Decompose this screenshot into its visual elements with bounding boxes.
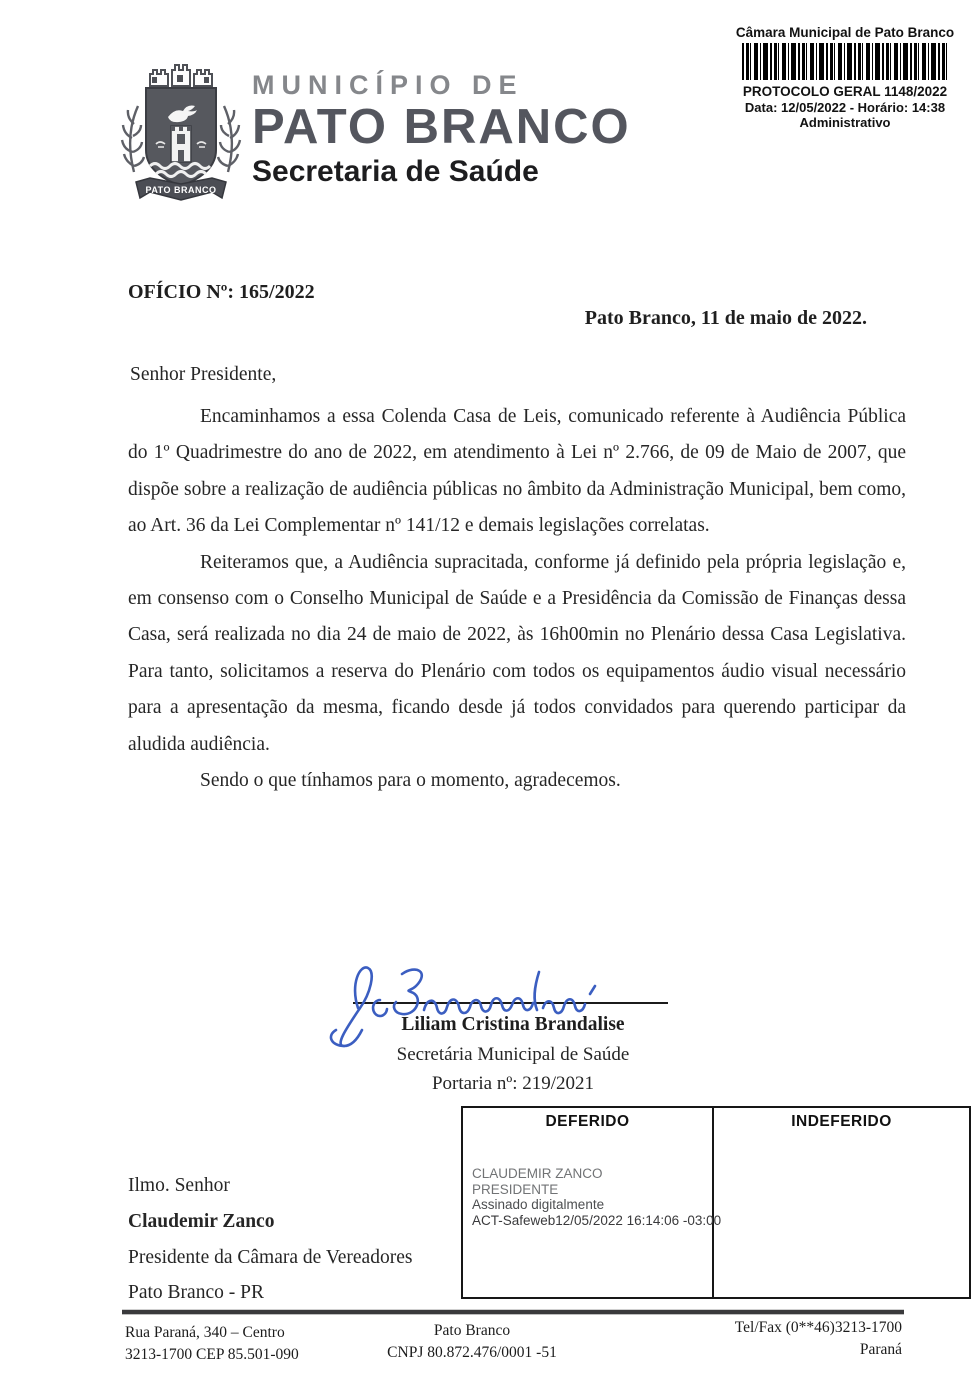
stamp-certificate-datetime: ACT-Safeweb12/05/2022 16:14:06 -03:00 <box>472 1212 722 1228</box>
indeferido-cell <box>714 1108 969 1297</box>
recipient-title: Presidente da Câmara de Vereadores <box>128 1246 413 1268</box>
decision-table <box>461 1106 971 1299</box>
deferido-header: DEFERIDO <box>545 1113 630 1130</box>
digital-signature-stamp <box>472 1166 721 1228</box>
paragraph-1: Encaminhamos a essa Colenda Casa de Leis, comunicado referente à Audiência Pública do 1º Quadrimestre do ano de 2022, em atendimento à Lei nº 2.766, de 09 de Maio de 2007, que dispõe sobre a realização de audiência públicas no âmbito da Administração Municipal, bem como, ao Art. 36 da Lei Complementar nº 141/12 e demais legislações correlatas. <box>128 406 906 537</box>
pato-branco-coat-of-arms-icon <box>120 54 242 206</box>
footer-contact <box>640 1317 902 1361</box>
protocol-category: Administrativo <box>799 115 891 130</box>
recipient-honorific: Ilmo. Senhor <box>128 1175 230 1196</box>
secretaria-saude-label: Secretaria de Saúde <box>252 155 539 188</box>
dateline: Pato Branco, 11 de maio de 2022. <box>584 307 867 329</box>
recipient-city: Pato Branco - PR <box>128 1282 264 1304</box>
footer-state: Paraná <box>859 1341 902 1358</box>
recipient-block <box>128 1168 412 1311</box>
footer-cnpj: CNPJ 80.872.476/0001 -51 <box>387 1344 557 1361</box>
letterhead <box>252 70 631 189</box>
signer-role: Secretária Municipal de Saúde <box>396 1044 630 1065</box>
footer-city: Pato Branco <box>433 1322 511 1339</box>
barcode-icon <box>742 43 948 80</box>
footer-divider <box>122 1310 904 1314</box>
signer-ordinance: Portaria nº: 219/2021 <box>431 1073 595 1094</box>
protocol-date-time: Data: 12/05/2022 - Horário: 14:38 <box>744 100 946 115</box>
pato-branco-wordmark: PATO BRANCO <box>252 100 631 154</box>
municipio-de-label: MUNICÍPIO DE <box>252 70 524 100</box>
deferido-cell <box>463 1108 722 1297</box>
oficio-number: OFÍCIO Nº: 165/2022 <box>128 281 315 303</box>
paragraph-2: Reiteramos que, a Audiência supracitada, conforme já definido pela própria legislação e, em consenso com o Conselho Municipal de Saúde e a Presidência da Comissão de Finanças dessa Casa, será realizada no dia 24 de maio de 2022, às 16h00min no Plenário dessa Casa Legislativa. Para tanto, solicitamos a reserva do Plenário com todos os equipamentos áudio visual necessário para a apresentação da mesma, ficando desde já todos convidados para querendo participar da aludida audiência. <box>128 551 906 755</box>
footer-city-cnpj <box>322 1320 622 1364</box>
footer-telfax: Tel/Fax (0**46)3213-1700 <box>734 1319 902 1336</box>
recipient-name: Claudemir Zanco <box>128 1210 275 1232</box>
protocol-number: PROTOCOLO GERAL 1148/2022 <box>742 84 948 99</box>
indeferido-header: INDEFERIDO <box>791 1113 892 1130</box>
stamp-role: PRESIDENTE <box>472 1181 559 1197</box>
footer-street: Rua Paraná, 340 – Centro <box>125 1324 285 1341</box>
paragraph-3: Sendo o que tínhamos para o momento, agradecemos. <box>200 770 621 792</box>
crest-banner-label: PATO BRANCO <box>145 185 217 195</box>
salutation: Senhor Presidente, <box>130 364 277 385</box>
protocol-org-title: Câmara Municipal de Pato Branco <box>735 25 955 40</box>
stamp-signed-label: Assinado digitalmente <box>472 1197 605 1212</box>
signer-name: Liliam Cristina Brandalise <box>401 1014 625 1035</box>
footer-address <box>125 1322 299 1366</box>
stamp-name: CLAUDEMIR ZANCO <box>472 1166 603 1181</box>
footer-cep: 3213-1700 CEP 85.501-090 <box>125 1346 299 1363</box>
protocol-stamp <box>720 25 970 130</box>
letter-body <box>128 399 906 799</box>
